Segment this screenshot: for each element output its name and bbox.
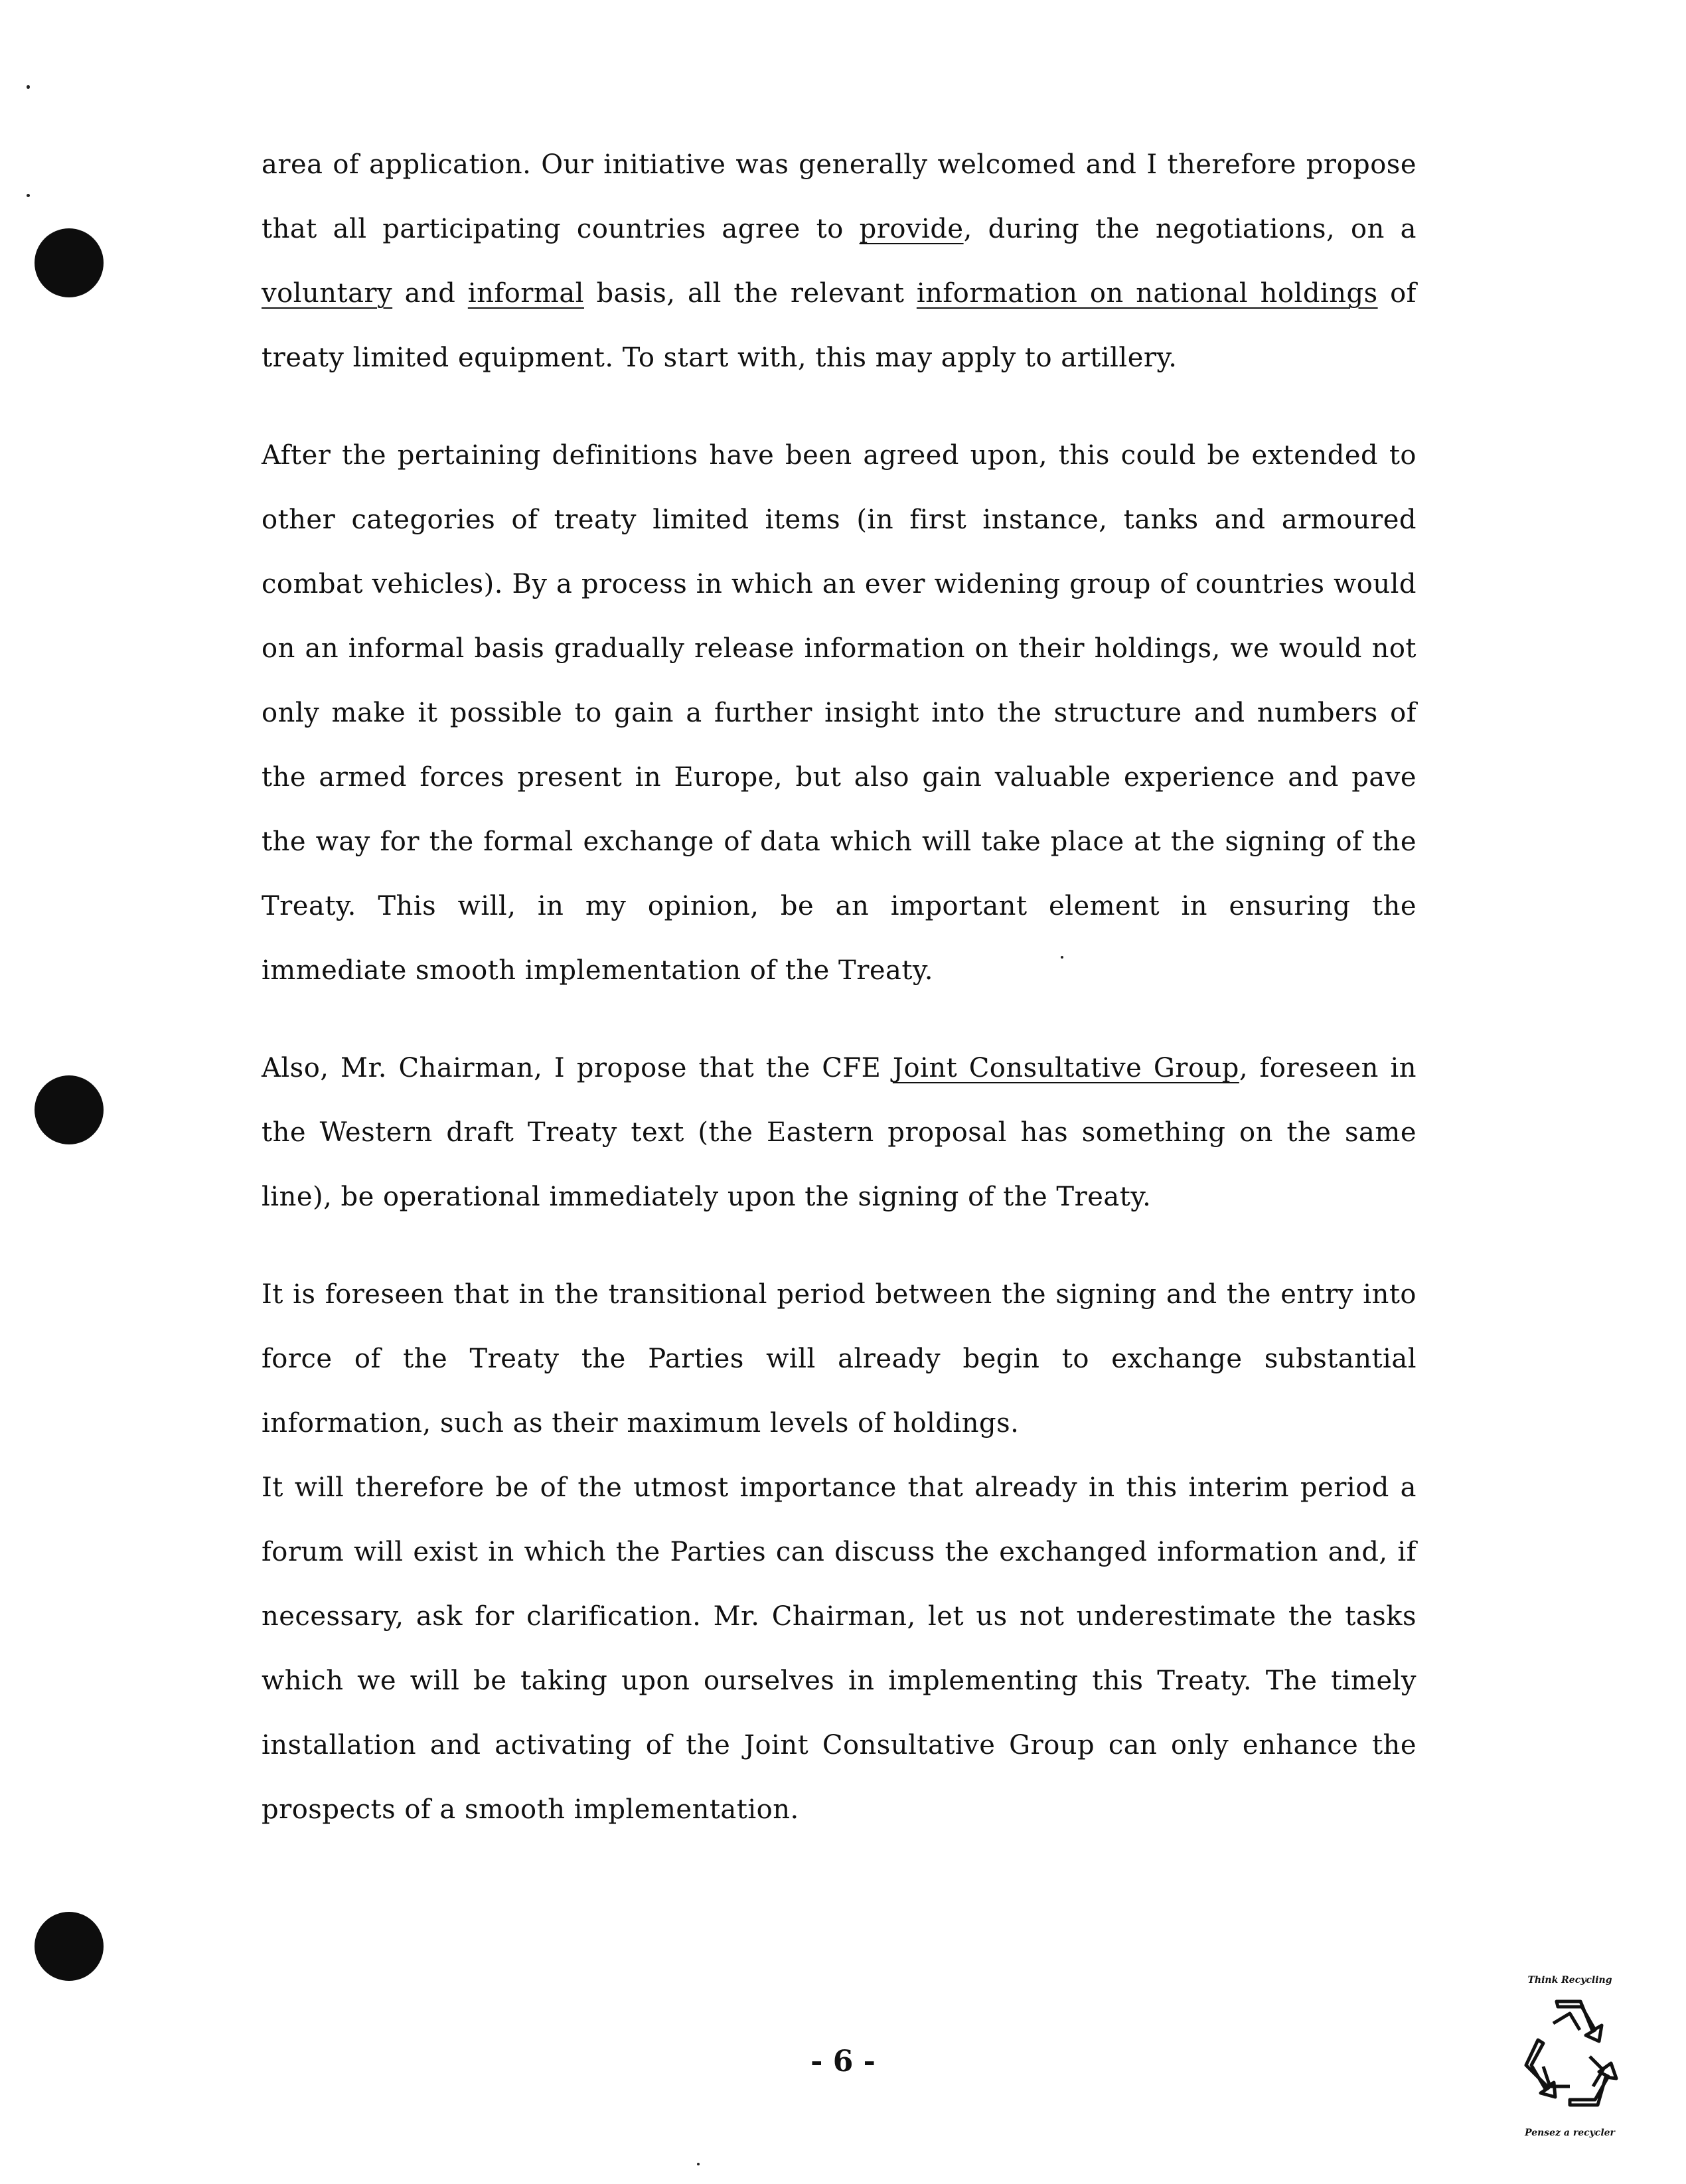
- punch-hole: [35, 1075, 104, 1144]
- underlined-text: informal: [467, 278, 584, 309]
- recycle-bottom-text: Pensez a recycler: [1525, 2128, 1615, 2138]
- punch-hole: [35, 228, 104, 297]
- recycle-logo: [1507, 1975, 1633, 2141]
- scan-speck: [27, 194, 30, 197]
- paragraph: [262, 424, 1417, 1003]
- text-run: After the pertaining definitions have been agreed upon, this could be extended to other categories of treaty limited items (in first instance, tanks and armoured combat vehicles). By a process in which an ever widening group of countries would on an informal basis gradually release information on their holdings, we would not only make it possible to gain a further insight into the structure and numbers of the armed forces present in Europe, but also gain valuable experience and pave the way for the formal exchange of data which will take place at the signing of the Treaty. This will, in my opinion, be an important element in ensuring the immediate smooth implementation of the Treaty.: [262, 440, 1417, 986]
- underlined-text: information on national holdings: [916, 278, 1378, 309]
- punch-hole: [35, 1912, 104, 1981]
- text-run: , during the negotiations, on a: [963, 214, 1417, 244]
- text-run: It is foreseen that in the transitional period between the signing and the entry into force of the Treaty the Parties will already begin to exchange substantial information, such as their maximum levels of holdings.: [262, 1279, 1417, 1439]
- underlined-text: provide: [859, 214, 964, 244]
- recycle-icon: [1517, 1993, 1623, 2123]
- text-run: and: [392, 278, 468, 309]
- text-run: Also, Mr. Chairman, I propose that the CFE: [262, 1053, 893, 1083]
- text-run: of treaty limited equipment. To start with, this may apply to artillery.: [262, 278, 1417, 373]
- paragraph: [262, 1456, 1417, 1842]
- text-run: , foreseen in the Western draft Treaty text (the Eastern proposal has something on the same line), be operational immediately upon the signing of the Treaty.: [262, 1053, 1417, 1212]
- text-run: basis, all the relevant: [583, 278, 917, 309]
- paragraph: [262, 1036, 1417, 1229]
- paragraph: [262, 1263, 1417, 1456]
- page-number: - 6 -: [810, 2045, 876, 2078]
- text-run: It will therefore be of the utmost importance that already in this interim period a forum will exist in which the Parties can discuss the exchanged information and, if necessary, ask for clarification. Mr. Chairman, let us not underestimate the tasks which we will be taking upon ourselves in implementing this Treaty. The timely installation and activating of the Joint Consultative Group can only enhance the prospects of a smooth implementation.: [262, 1472, 1417, 1825]
- scan-speck: [697, 2163, 700, 2165]
- recycle-top-text: Think Recycling: [1527, 1975, 1612, 1986]
- underlined-text: Joint Consultative Group: [892, 1053, 1239, 1083]
- scan-speck: [27, 85, 30, 89]
- underlined-text: voluntary: [262, 278, 393, 309]
- paragraph: [262, 133, 1417, 390]
- text-run: area of application. Our initiative was generally welcomed and I therefore propose that all participating countries agree to: [262, 149, 1417, 244]
- body-text: [262, 133, 1417, 1875]
